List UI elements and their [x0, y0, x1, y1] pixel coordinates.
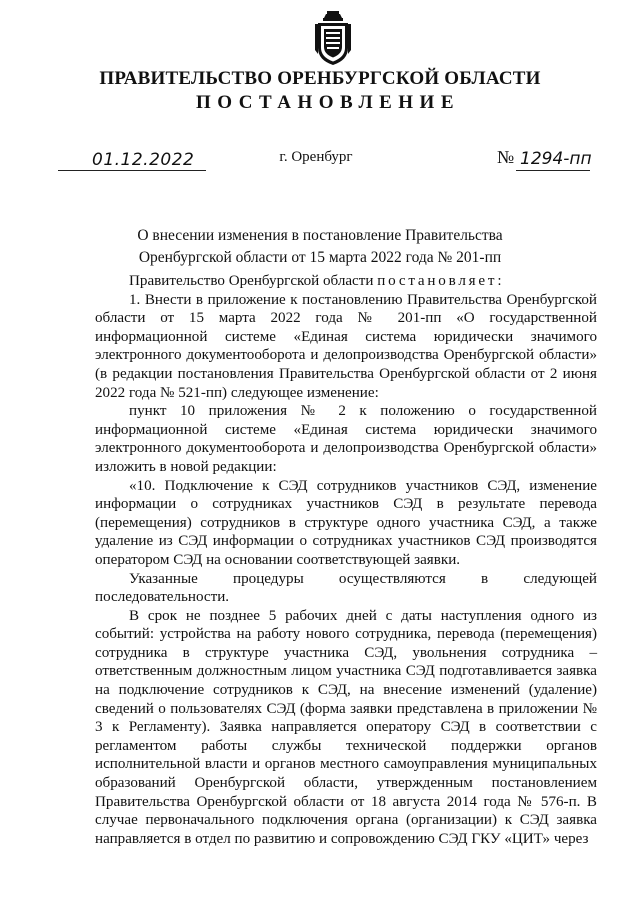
paragraph-2: пункт 10 приложения № 2 к положению о государственной информационной системе «Единая система юридически значимого электронного документооборота и делопроизводства Оренбургской области» изложить в новой редакции: — [95, 403, 597, 475]
title-line-2: Оренбургской области от 15 марта 2022 года № 201-пп — [138, 249, 502, 266]
date-underline — [58, 170, 206, 171]
paragraph-3: «10. Подключение к СЭД сотрудников участников СЭД, изменение информации о сотрудниках участников СЭД в результате перевода (перемещения) сотрудников в структуре одного участника СЭД, а также удаление из СЭД информации о сотрудниках участников СЭД производятся оператором СЭД на основании соответствующей заявки. — [95, 477, 597, 568]
number-underline — [516, 170, 590, 171]
document-title — [0, 225, 640, 269]
intro-spaced-word: постановляет: — [377, 273, 505, 289]
document-number: 1294-пп — [520, 149, 592, 169]
paragraph-4: Указанные процедуры осуществляются в следующей последовательности. — [95, 570, 597, 606]
number-sign: № — [497, 147, 515, 167]
city: г. Оренбург — [279, 149, 353, 165]
paragraph-5: В срок не позднее 5 рабочих дней с даты наступления одного из событий: устройства на работу нового сотрудника, перевода (перемещения) сотрудника в структуре участника СЭД, увольнения сотрудника – ответственным должностным лицом участника СЭД подготавливается заявка на подключение сотрудников к СЭД, на внесение изменений (удаление) сведений о пользователях СЭД (форма заявки представлена в приложении № 3 к Регламенту). Заявка направляется оператору СЭД в соответствии с регламентом работы службы технической поддержки органов исполнительной власти и органов местного самоуправления муниципальных образований Оренбургской области, утвержденным постановлением Правительства Оренбургской области от 18 августа 2014 года № 576-п. В случае первоначального подключения органа (организации) к СЭД заявка направляется в отдел по развитию и сопровождению СЭД ГКУ «ЦИТ» через — [95, 607, 597, 847]
title-line-1: О внесении изменения в постановление Правительства — [137, 227, 503, 244]
government-name: ПРАВИТЕЛЬСТВО ОРЕНБУРГСКОЙ ОБЛАСТИ — [99, 68, 541, 89]
document-date: 01.12.2022 — [92, 150, 195, 170]
intro-paragraph — [95, 272, 597, 291]
document-body — [95, 272, 597, 848]
document-type: ПОСТАНОВЛЕНИЕ — [195, 92, 461, 113]
intro-text: Правительство Оренбургской области — [129, 273, 378, 289]
paragraph-1: 1. Внести в приложение к постановлению Правительства Оренбургской области от 15 марта 2022 года № 201-пп «О государственной информационной системе «Единая система юридически значимого электронного документооборота и делопроизводства Оренбургской области» (в редакции постановления Правительства Оренбургской области от 2 июня 2022 года № 521-пп) следующее изменение: — [95, 291, 597, 401]
coat-of-arms-icon — [312, 10, 354, 66]
